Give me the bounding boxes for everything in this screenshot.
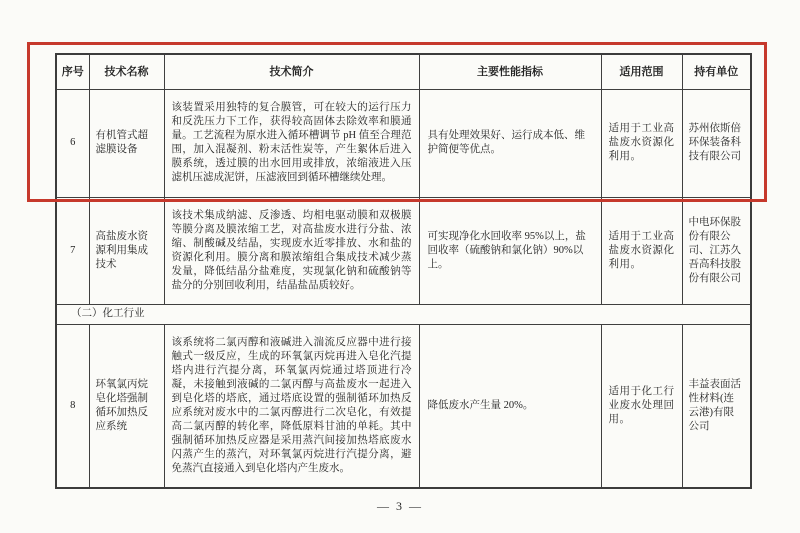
- row7-holder: 中电环保股份有限公司、江苏久吾高科技股份有限公司: [682, 197, 751, 304]
- row6-performance: 具有处理效果好、运行成本低、维护简便等优点。: [419, 89, 601, 197]
- row6-tech-name: 有机管式超滤膜设备: [89, 89, 164, 197]
- row7-performance: 可实现净化水回收率 95%以上，盐回收率（硫酸钠和氯化钠）90%以上。: [419, 197, 601, 304]
- col-header-performance: 主要性能指标: [419, 54, 601, 89]
- table-header-row: [56, 54, 751, 89]
- section-row-chemical-industry: [56, 304, 751, 324]
- col-header-no: 序号: [56, 54, 89, 89]
- row8-tech-intro: 该系统将二氯丙醇和液碱进入湍流反应器中进行接触式一级反应，生成的环氧氯丙烷再进入皂化汽提塔内进行汽提分离，环氧氯丙烷通过塔顶进行冷凝，未接触到液碱的二氯丙醇与高盐废水一起进入到皂化塔的塔底，通过塔底设置的强制循环加热反应系统对废水中的二氯丙醇进行二次皂化，有效提高二氯丙醇的转化率，降低原料甘油的单耗。其中强制循环加热反应器是采用蒸汽间接加热塔底废水闪蒸产生的蒸汽，对环氧氯丙烷进行汽提分离，避免蒸汽直接通入到皂化塔内产生废水。: [164, 324, 419, 488]
- col-header-scope: 适用范围: [601, 54, 682, 89]
- row6-number: 6: [56, 89, 89, 197]
- col-header-holder: 持有单位: [682, 54, 751, 89]
- technology-table: [55, 53, 752, 489]
- row8-scope: 适用于化工行业废水处理回用。: [601, 324, 682, 488]
- row6-tech-intro: 该装置采用独特的复合膜管，可在较大的运行压力和反洗压力下工作，获得较高固体去除效率和膜通量。工艺流程为原水进入循环槽调节 pH 值至合理范围，加入混凝剂、粉末活性炭等，产生絮体后进入膜系统，透过膜的出水回用或排放，浓缩液进入压滤机压滤成泥饼，压滤液回到循环槽继续处理。: [164, 89, 419, 197]
- table-row-8: [56, 324, 751, 488]
- row6-scope: 适用于工业高盐废水资源化利用。: [601, 89, 682, 197]
- col-header-tech-intro: 技术简介: [164, 54, 419, 89]
- row7-scope: 适用于工业高盐废水资源化利用。: [601, 197, 682, 304]
- col-header-tech-name: 技术名称: [89, 54, 164, 89]
- row6-holder: 苏州依斯倍环保装备科技有限公司: [682, 89, 751, 197]
- section-header-label: （二）化工行业: [56, 304, 751, 324]
- row8-number: 8: [56, 324, 89, 488]
- table-row-7: [56, 197, 751, 304]
- row8-holder: 丰益表面活性材料(连云港)有限公司: [682, 324, 751, 488]
- row7-number: 7: [56, 197, 89, 304]
- page-number: — 3 —: [377, 499, 423, 513]
- table-row-6: [56, 89, 751, 197]
- row7-tech-name: 高盐废水资源利用集成技术: [89, 197, 164, 304]
- row8-tech-name: 环氧氯丙烷皂化塔强制循环加热反应系统: [89, 324, 164, 488]
- row7-tech-intro: 该技术集成纳滤、反渗透、均相电驱动膜和双极膜等膜分离及膜浓缩工艺，对高盐废水进行分盐、浓缩、制酸碱及结晶，实现废水近零排放、水和盐的资源化利用。膜分离和膜浓缩组合集成技术减少蒸发量，降低结晶分盐难度，实现氯化钠和硫酸钠等盐分的分别回收利用，结晶盐品质较好。: [164, 197, 419, 304]
- row8-performance: 降低废水产生量 20%。: [419, 324, 601, 488]
